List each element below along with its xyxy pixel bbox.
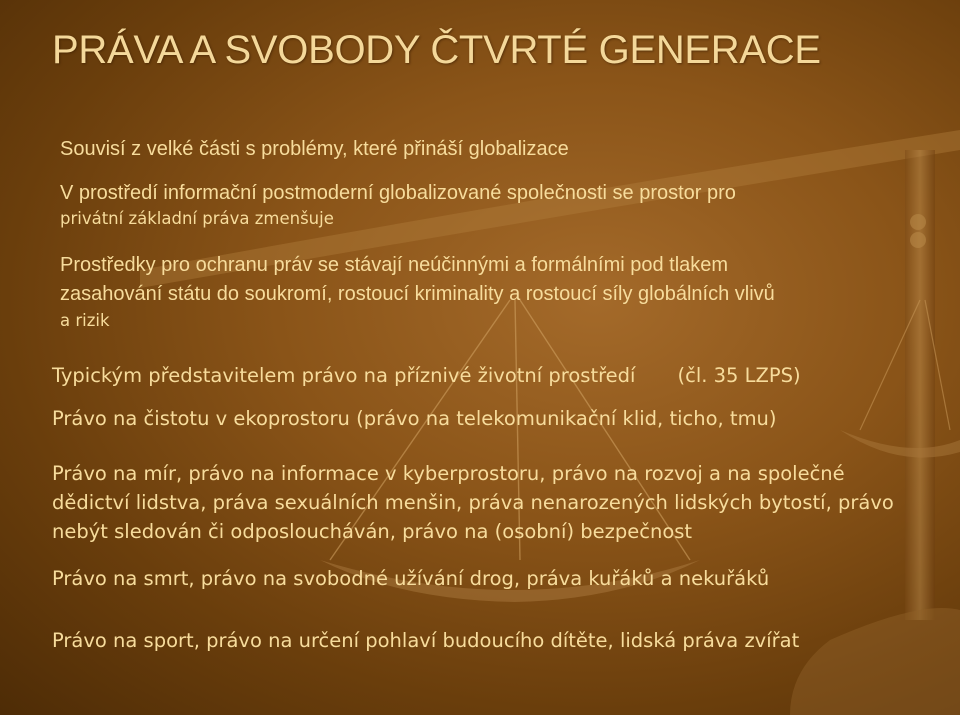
paragraph-globalization: Souvisí z velké části s problémy, které přináší globalizace (60, 138, 569, 160)
paragraph-environment-text: Typickým představitelem právo na příznivé životní prostředí (52, 364, 636, 387)
slide-title: PRÁVA A SVOBODY ČTVRTÉ GENERACE (52, 28, 821, 72)
paragraph-environment (52, 361, 801, 390)
paragraph-private-rights-line-1: V prostředí informační postmoderní globalizované společnosti se prostor pro (60, 182, 736, 204)
paragraph-death-drugs: Právo na smrt, právo na svobodné užívání drog, práva kuřáků a nekuřáků (52, 567, 770, 590)
paragraph-protection-line-2: zasahování státu do soukromí, rostoucí kriminality a rostoucí síly globálních vlivů (60, 283, 775, 305)
paragraph-protection-line-3: a rizik (60, 311, 110, 330)
paragraph-peace-line-1: Právo na mír, právo na informace v kyberprostoru, právo na rozvoj a na společné (52, 462, 845, 485)
paragraph-environment-reference: (čl. 35 LZPS) (677, 364, 801, 387)
paragraph-sport-animals: Právo na sport, právo na určení pohlaví budoucího dítěte, lidská práva zvířat (52, 629, 800, 652)
paragraph-peace-line-2: dědictví lidstva, práva sexuálních menšin, práva nenarozených lidských bytostí, právo (52, 491, 894, 514)
paragraph-peace-line-3: nebýt sledován či odposloucháván, právo na (osobní) bezpečnost (52, 520, 693, 543)
paragraph-ecospace: Právo na čistotu v ekoprostoru (právo na telekomunikační klid, ticho, tmu) (52, 407, 777, 430)
paragraph-protection-line-1: Prostředky pro ochranu práv se stávají neúčinnými a formálními pod tlakem (60, 254, 729, 276)
paragraph-private-rights-line-2: privátní základní práva zmenšuje (60, 209, 334, 228)
